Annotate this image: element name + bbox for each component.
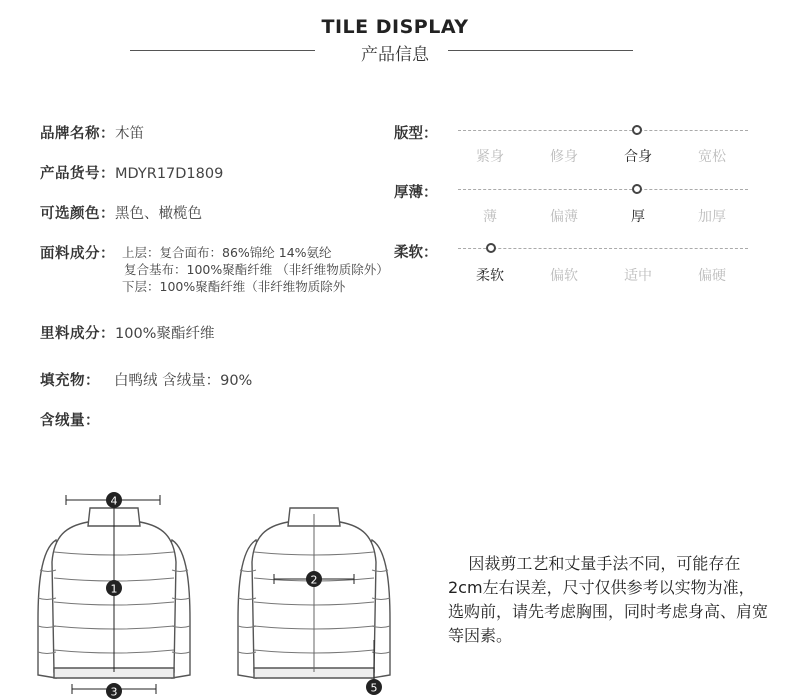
scale-label: 厚薄： xyxy=(394,185,438,201)
scale-option: 紧身 xyxy=(476,149,504,165)
jacket-back-illustration xyxy=(238,508,390,678)
scale-label: 版型： xyxy=(394,126,438,142)
marker-label: 2 xyxy=(310,573,318,587)
spec-label: 面料成分： xyxy=(40,246,115,262)
spec-label: 品牌名称： xyxy=(40,126,115,142)
spec-value: 100%聚酯纤维 xyxy=(115,326,215,342)
section-title: TILE DISPLAY xyxy=(321,16,469,38)
spec-value: MDYR17D1809 xyxy=(115,166,224,182)
marker-1 xyxy=(106,580,122,596)
marker-label: 5 xyxy=(370,681,378,695)
marker-label: 1 xyxy=(110,582,118,596)
marker-4 xyxy=(106,492,122,508)
spec-label: 里料成分： xyxy=(40,326,115,342)
fabric-line: 复合基布：100%聚酯纤维 （非纤维物质除外） xyxy=(124,262,389,277)
scale-option: 加厚 xyxy=(698,209,726,225)
marker-3 xyxy=(106,683,122,699)
scale-option: 适中 xyxy=(624,268,652,284)
scale-option: 偏硬 xyxy=(698,268,726,284)
scale-option: 偏薄 xyxy=(550,209,578,225)
spec-label: 填充物： xyxy=(40,373,100,389)
scale-option-selected: 柔软 xyxy=(476,268,504,284)
scale-option-selected: 厚 xyxy=(631,209,645,225)
scale-option: 薄 xyxy=(483,209,497,225)
scale-option: 宽松 xyxy=(698,149,726,165)
marker-5 xyxy=(366,679,382,695)
spec-value: 白鸭绒 含绒量：90% xyxy=(114,373,253,389)
scale-option: 修身 xyxy=(550,149,578,165)
marker-2 xyxy=(306,571,322,587)
spec-value: 木笛 xyxy=(115,126,144,142)
marker-label: 3 xyxy=(110,685,118,699)
scale-option: 偏软 xyxy=(550,268,578,284)
fabric-line: 下层：100%聚酯纤维（非纤维物质除外 xyxy=(122,279,346,294)
marker-label: 4 xyxy=(110,494,118,508)
scale-option-selected: 合身 xyxy=(624,149,652,165)
spec-label: 可选颜色： xyxy=(40,206,115,222)
spec-value: 黑色、橄榄色 xyxy=(115,206,202,222)
spec-label: 产品货号： xyxy=(40,166,115,182)
fabric-line: 上层：复合面布：86%锦纶 14%氨纶 xyxy=(122,245,332,260)
measurement-note: 因裁剪工艺和丈量手法不同，可能存在2cm左右误差，尺寸仅供参考以实物为准，选购前，请先考虑胸围，同时考虑身高、肩宽等因素。 xyxy=(448,554,769,645)
spec-label: 含绒量： xyxy=(40,413,100,429)
scale-label: 柔软： xyxy=(394,245,438,261)
section-subtitle: 产品信息 xyxy=(361,45,429,65)
